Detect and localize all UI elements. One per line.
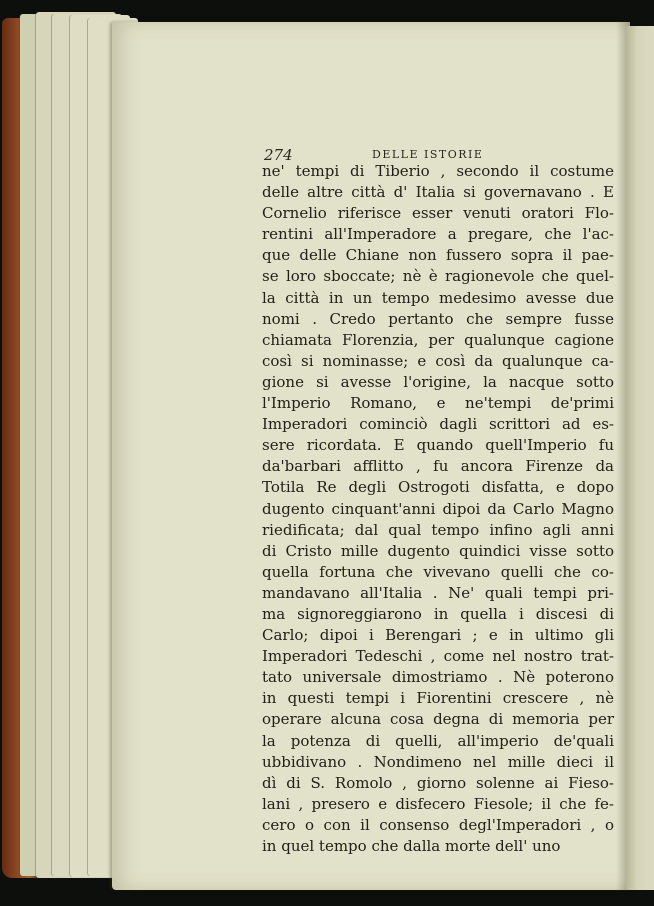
- text-line: dugento cinquant'anni dipoi da Carlo Magno: [262, 499, 614, 518]
- running-title: DELLE ISTORIE: [372, 148, 484, 161]
- text-line: quella fortuna che vivevano quelli che co-: [262, 562, 614, 581]
- text-line: ne' tempi di Tiberio , secondo il costume: [262, 162, 614, 180]
- text-line: ubbidivano . Nondimeno nel mille dieci il: [262, 752, 614, 771]
- text-line: mandavano all'Italia . Ne' quali tempi pri-: [262, 583, 614, 602]
- text-line: lani , presero e disfecero Fiesole; il che fe-: [262, 794, 614, 813]
- text-line: cero o con il consenso degl'Imperadori , o: [262, 815, 614, 834]
- text-line: Imperadori cominciò dagli scrittori ad es-: [262, 415, 614, 434]
- body-text: [262, 161, 614, 857]
- text-line: da'barbari afflitto , fu ancora Firenze da: [262, 457, 614, 476]
- text-line: delle altre città d' Italia si governavano . E: [262, 183, 614, 202]
- text-line: riedificata; dal qual tempo infino agli anni: [262, 520, 614, 539]
- text-line: la città in un tempo medesimo avesse due: [262, 288, 614, 307]
- text-line: così si nominasse; e così da qualunque ca-: [262, 351, 614, 370]
- text-line: Carlo; dipoi i Berengari ; e in ultimo gli: [262, 626, 614, 645]
- text-line: nomi . Credo pertanto che sempre fusse: [262, 309, 614, 328]
- text-line: tato universale dimostriamo . Nè poterono: [262, 668, 614, 687]
- text-line: ma signoreggiarono in quella i discesi di: [262, 604, 614, 623]
- text-line: gione si avesse l'origine, la nacque sotto: [262, 372, 614, 391]
- facing-page-edge: [626, 26, 654, 890]
- text-line: di Cristo mille dugento quindici visse sotto: [262, 541, 614, 560]
- text-line: operare alcuna cosa degna di memoria per: [262, 710, 614, 729]
- text-line: dì di S. Romolo , giorno solenne ai Fieso-: [262, 773, 614, 792]
- text-line: que delle Chiane non fussero sopra il pae-: [262, 246, 614, 265]
- page-number: 274: [264, 146, 293, 164]
- text-line: rentini all'Imperadore a pregare, che l'ac-: [262, 225, 614, 244]
- text-line: in quel tempo che dalla morte dell' uno: [262, 837, 561, 855]
- text-line: sere ricordata. E quando quell'Imperio fu: [262, 436, 614, 455]
- text-line: in questi tempi i Fiorentini crescere , nè: [262, 689, 614, 708]
- text-line: se loro sboccate; nè è ragionevole che quel-: [262, 267, 614, 286]
- text-line: l'Imperio Romano, e ne'tempi de'primi: [262, 394, 614, 413]
- text-line: Totila Re degli Ostrogoti disfatta, e dopo: [262, 478, 614, 497]
- text-line: chiamata Florenzia, per qualunque cagione: [262, 330, 614, 349]
- text-line: Cornelio riferisce esser venuti oratori Flo-: [262, 204, 614, 223]
- text-line: la potenza di quelli, all'imperio de'quali: [262, 731, 614, 750]
- text-line: Imperadori Tedeschi , come nel nostro trat-: [262, 647, 614, 666]
